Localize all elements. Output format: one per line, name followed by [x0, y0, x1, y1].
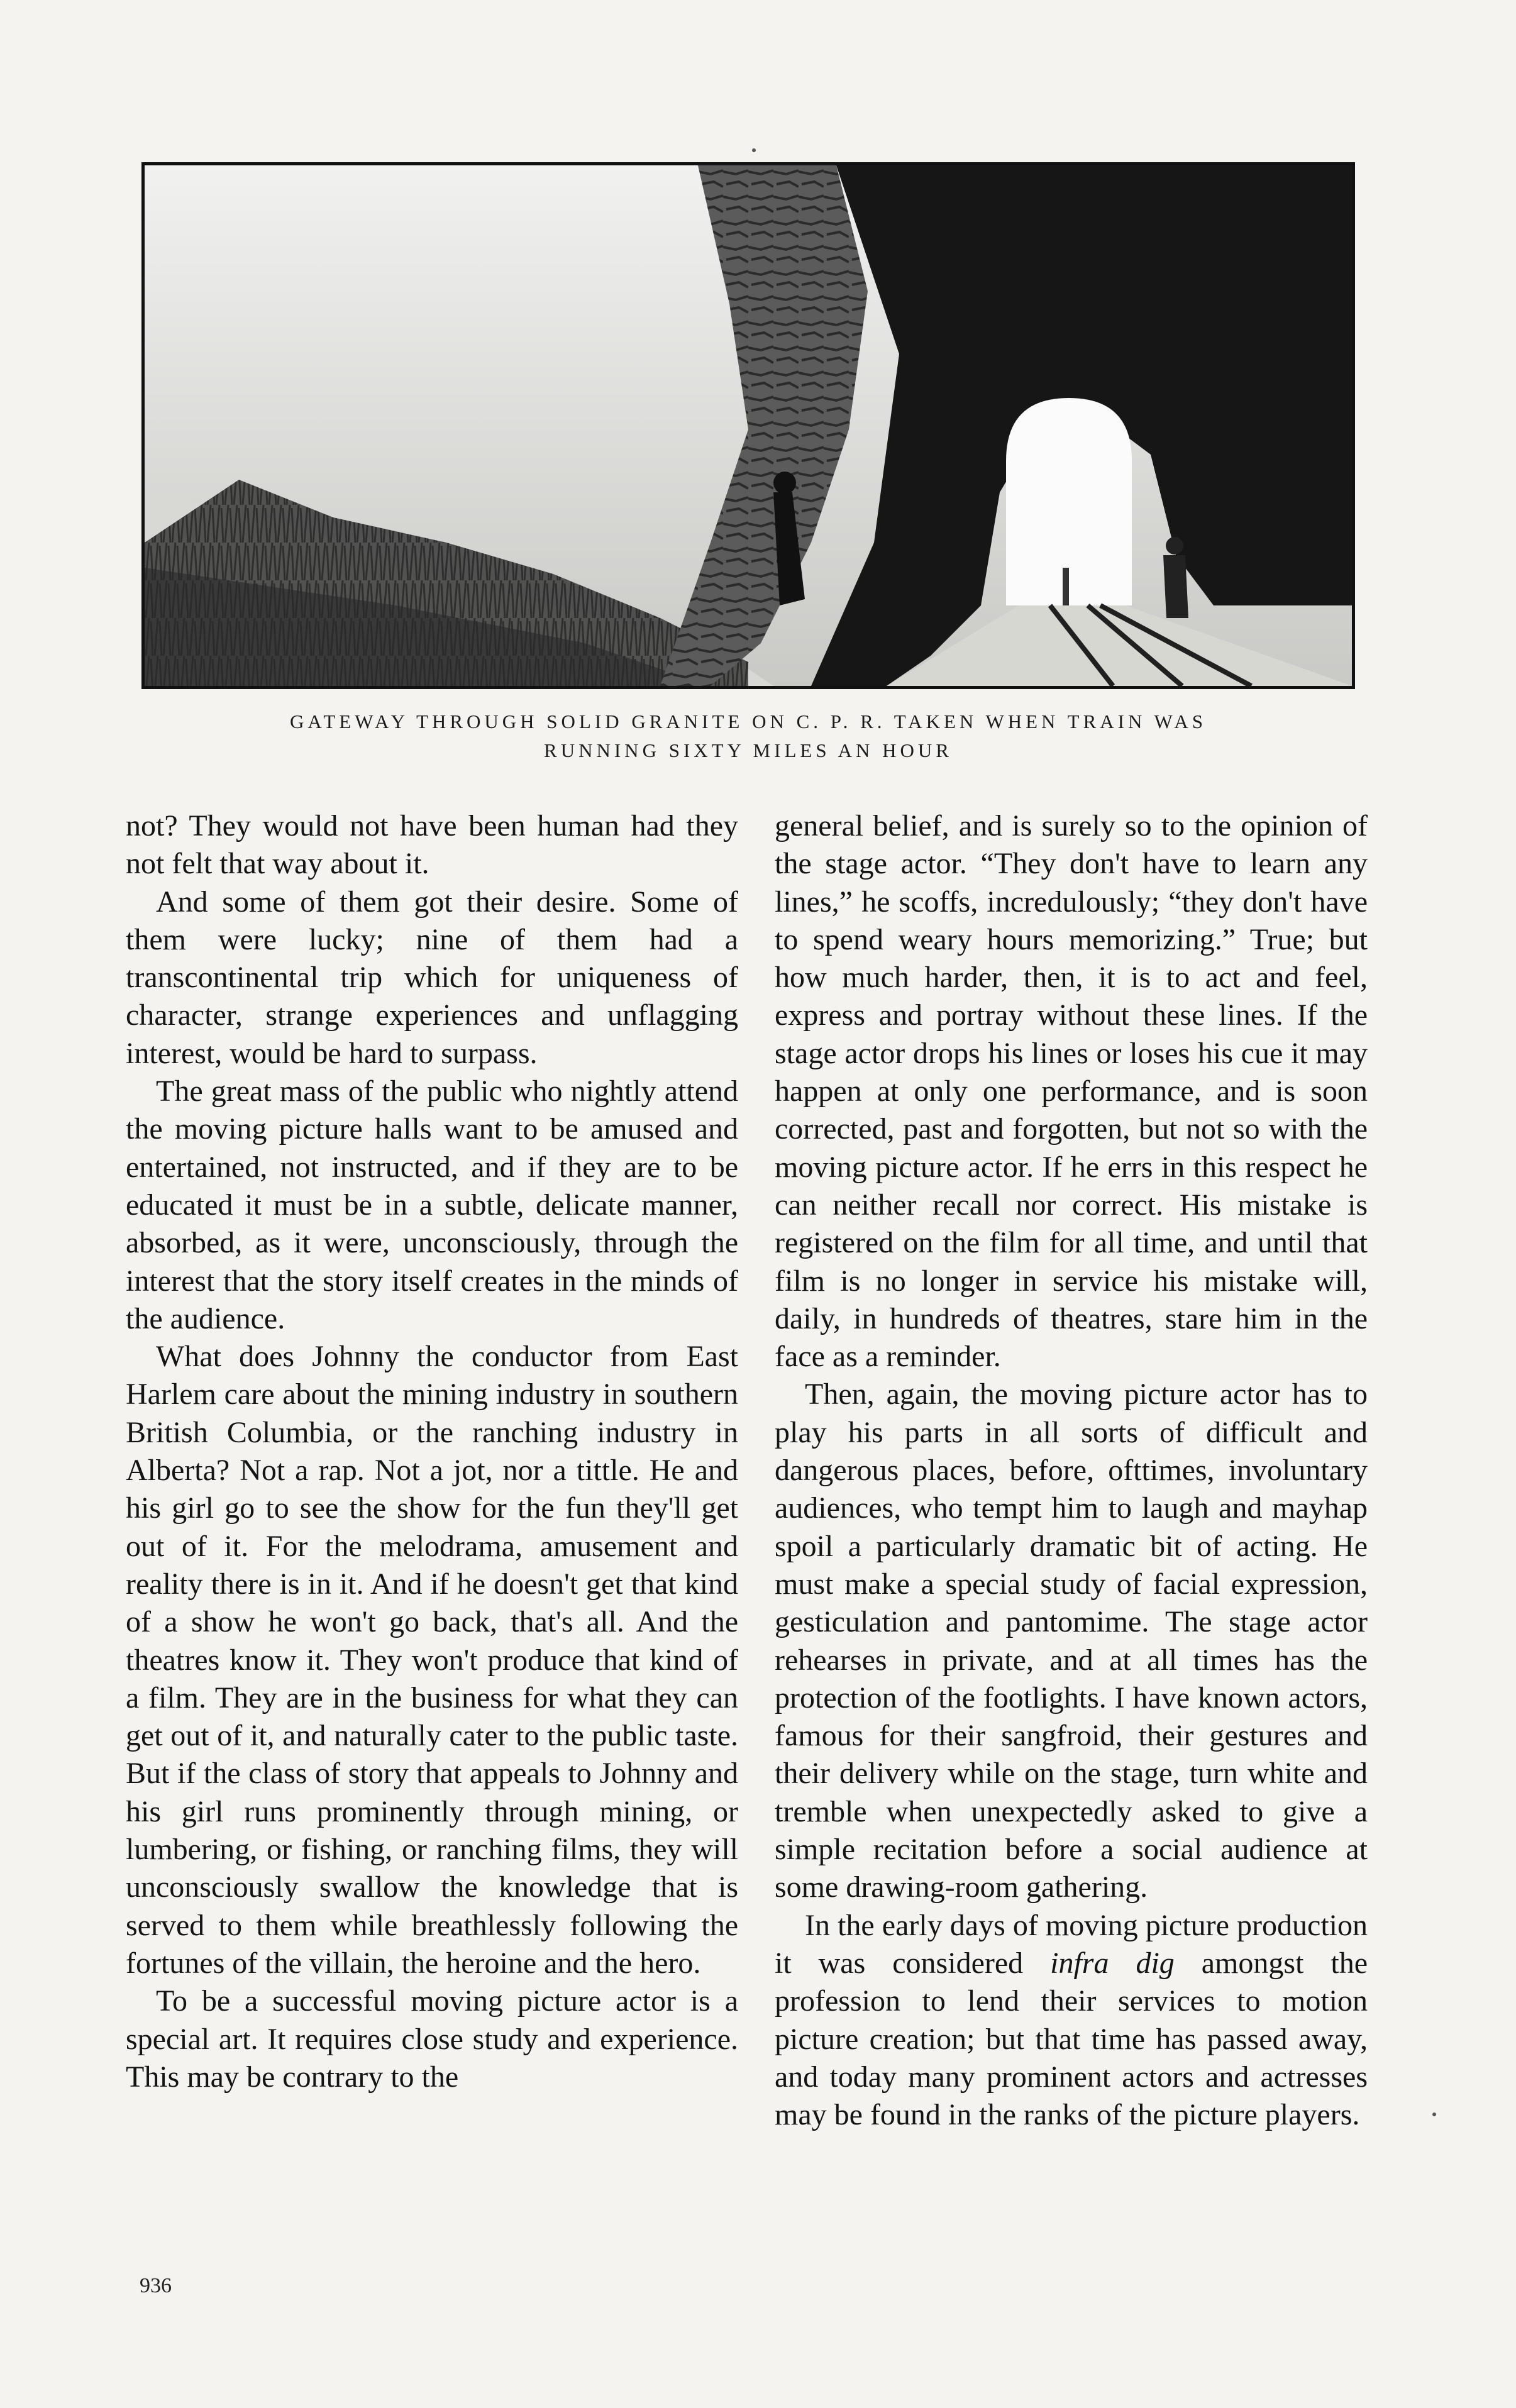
left-paragraph-3: The great mass of the public who nightly attend the moving picture halls want to be amused and entertained, not instructed, and if they are to be educated it must be in a subtle, delicate manner, absorbed, as it were, unconsciously, through the interest that the story itself creates in the minds of the audience. [126, 1074, 738, 1335]
left-paragraph-2: And some of them got their desire. Some of them were lucky; nine of them had a transcontinental trip which for uniqueness of character, strange experiences and unflagging interest, would be hard to surpass. [126, 885, 738, 1070]
right-paragraph-3-start: In the early days of moving picture production it was considered [775, 1908, 1368, 1980]
right-column [775, 807, 1368, 2134]
scan-speck [1432, 2113, 1436, 2116]
left-paragraph-5: To be a successful moving picture actor is a special art. It requires close study and experience. This may be contrary to the [126, 1984, 738, 2094]
caption-line-1: GATEWAY THROUGH SOLID GRANITE ON C. P. R. TAKEN WHEN TRAIN WAS [290, 710, 1207, 732]
photograph-railway-tunnel [141, 162, 1355, 689]
right-paragraph-3-end: amongst the profession to lend their services to motion picture creation; but that time has passed away, and today many prominent actors and actresses may be found in the ranks of the picture players. [775, 1946, 1368, 2132]
caption-line-2: RUNNING SIXTY MILES AN HOUR [544, 739, 953, 761]
right-paragraph-2: Then, again, the moving picture actor has to play his parts in all sorts of difficult and dangerous places, before, ofttimes, involuntary audiences, who tempt him to laugh and mayhap spoil a particularly dramatic bit of acting. He must make a special study of facial expression, gesticulation and pantomime. The stage actor rehearses in private, and at all times has the protection of the footlights. I have known actors, famous for their sangfroid, their gestures and their delivery while on the stage, turn white and tremble when unexpectedly asked to give a simple recitation before a social audience at some drawing-room gathering. [775, 1378, 1368, 1904]
figure-caption [141, 707, 1355, 765]
right-paragraph-1: general belief, and is surely so to the opinion of the stage actor. “They don't have to learn any lines,” he scoffs, incredulously; “they don't have to spend weary hours memorizing.” True; but how much harder, then, it is to act and feel, express and portray without these lines. If the stage actor drops his lines or loses his cue it may happen at only one performance, and is soon corrected, past and forgotten, but not so with the moving picture actor. If he errs in this respect he can neither recall nor correct. His mistake is registered on the film for all time, and until that film is no longer in service his mistake will, daily, in hundreds of theatres, stare him in the face as a reminder. [775, 809, 1368, 1374]
scan-speck [752, 148, 756, 152]
left-column [126, 807, 738, 2096]
italic-phrase: infra dig [1050, 1946, 1175, 1980]
left-paragraph-4: What does Johnny the conductor from East Harlem care about the mining industry in southern British Columbia, or the ranching industry in Alberta? Not a rap. Not a jot, nor a tittle. He and his girl go to see the show for the fun they'll get out of it. For the melodrama, amusement and reality there is in it. And if he doesn't get that kind of a show he won't go back, that's all. And the theatres know it. They won't produce that kind of a film. They are in the business for what they can get out of it, and naturally cater to the public taste. But if the class of story that appeals to Johnny and his girl runs prominently through mining, or lumbering, or fishing, or ranching films, they will unconsciously swallow the knowledge that is served to them while breathlessly following the fortunes of the villain, the heroine and the hero. [126, 1340, 738, 1980]
tunnel-photo-illustration [145, 165, 1352, 686]
left-paragraph-1: not? They would not have been human had they not felt that way about it. [126, 809, 738, 881]
page-number: 936 [140, 2274, 172, 2297]
right-paragraph-3 [775, 1907, 1368, 2135]
